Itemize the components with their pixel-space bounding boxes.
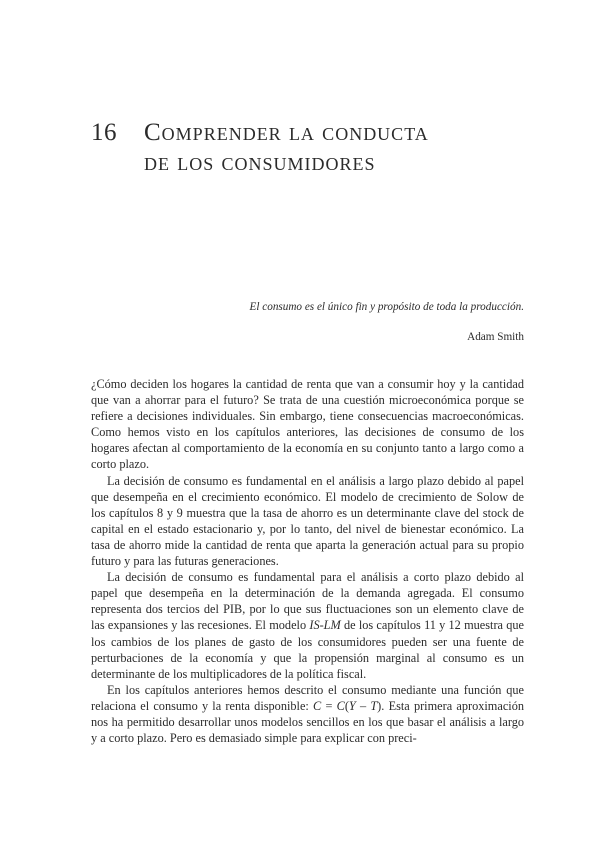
formula-close-paren: ) [377, 698, 382, 713]
paragraph-3-text-b: de los capítulos 11 y 12 muestra que los cambios de los planes de gasto de los consumidores pueden ser una fuente de perturbaciones de la economía y que la propensión marginal al consumo es un determinante de los multiplicadores de la política fiscal. [91, 618, 524, 681]
paragraph-4 [91, 682, 524, 746]
paragraph-4-text-a: En los capítulos anteriores hemos descrito el consumo mediante una función que relaciona el consumo y la renta disponible: [91, 682, 524, 713]
formula-c: C [313, 698, 322, 713]
formula-equals: = [321, 698, 337, 713]
chapter-title-line-1: Comprender la conducta [144, 119, 429, 146]
formula-t: T [370, 698, 378, 713]
paragraph-1: ¿Cómo deciden los hogares la cantidad de renta que van a consumir hoy y la cantidad que van a ahorrar para el futuro? Se trata de una cuestión microeconómica porque se refiere a decisiones individuales. Sin embargo, tiene consecuencias macroeconómicas. Como hemos visto en los capítulos anteriores, las decisiones de consumo de los hogares afectan al comportamiento de la economía en su conjunto tanto a largo como a corto plazo. [91, 377, 524, 472]
formula-function: C [336, 698, 345, 713]
epigraph-quote: El consumo es el único fin y propósito de toda la producción. [249, 301, 524, 313]
formula-minus: – [355, 698, 371, 713]
paragraph-3 [91, 569, 524, 682]
paragraph-2: La decisión de consumo es fundamental en el análisis a largo plazo debido al papel que desempeña en el crecimiento económico. El modelo de crecimiento de Solow de los capítulos 8 y 9 muestra que la tasa de ahorro es un determinante clave del stock de capital en el estado estacionario y, por lo tanto, del nivel de bienestar económico. La tasa de ahorro mide la cantidad de renta que aparta la generación actual para su propio futuro y para las futuras generaciones. [91, 473, 524, 569]
paragraph-4-text-b: . Esta primera aproximación nos ha permitido desarrollar unos modelos sencillos en los que basar el análisis a largo y a corto plazo. Pero es demasiado simple para explicar con preci- [91, 698, 524, 746]
chapter-title-line-2: de los consumidores [144, 149, 376, 176]
body-text [91, 376, 524, 746]
chapter-number: 16 [91, 119, 117, 146]
formula-open-paren: ( [344, 698, 349, 713]
epigraph [104, 300, 524, 344]
paragraph-3-text-a: La decisión de consumo es fundamental para el análisis a corto plazo debido al papel que desempeña en la determinación de la demanda agregada. El consumo representa dos tercios del PIB, por lo que sus fluctuaciones son un elemento clave de las expansiones y las recesiones. El modelo [91, 570, 524, 633]
chapter-title [144, 118, 429, 178]
formula-y: Y [348, 698, 356, 713]
model-name: IS-LM [309, 618, 341, 633]
epigraph-author: Adam Smith [467, 331, 524, 343]
